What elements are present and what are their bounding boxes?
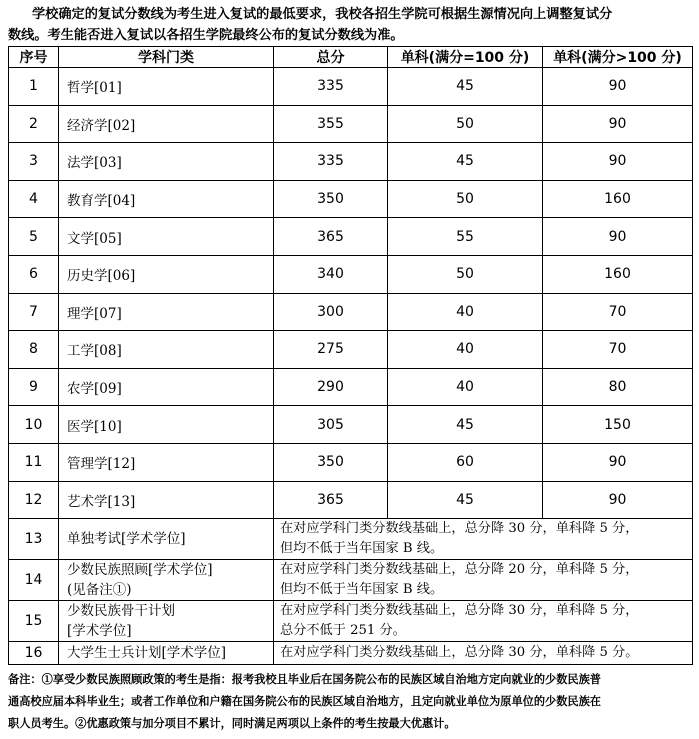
row-subject: 医学[10] [59, 406, 274, 444]
row-subject: 管理学[12] [59, 443, 274, 481]
table-row-special [9, 601, 693, 642]
row-rule [274, 601, 693, 642]
row-subject: 艺术学[13] [59, 481, 274, 519]
row-index: 13 [9, 519, 59, 560]
table-row [9, 481, 693, 519]
table-header-row [9, 47, 693, 68]
row-index: 8 [9, 331, 59, 369]
rule-line: 在对应学科门类分数线基础上，总分降 30 分，单科降 5 分。 [280, 645, 639, 661]
header-single-gt100: 单科(满分>100 分) [543, 47, 693, 68]
row-subject [59, 560, 274, 601]
subject-line: 大学生士兵计划[学术学位] [67, 645, 227, 662]
row-index: 15 [9, 601, 59, 642]
table-row-special [9, 642, 693, 665]
row-subject: 哲学[01] [59, 68, 274, 106]
row-single-gt100: 70 [543, 331, 693, 369]
row-single-gt100: 160 [543, 255, 693, 293]
row-index: 14 [9, 560, 59, 601]
intro-line-1: 学校确定的复试分数线为考生进入复试的最低要求，我校各招生学院可根据生源情况向上调整复试分 [32, 7, 613, 22]
header-subject: 学科门类 [59, 47, 274, 68]
notes [8, 668, 692, 734]
row-subject: 教育学[04] [59, 180, 274, 218]
row-single-gt100: 90 [543, 481, 693, 519]
row-index: 12 [9, 481, 59, 519]
row-single-100: 50 [388, 105, 543, 143]
row-subject: 农学[09] [59, 368, 274, 406]
table-row [9, 368, 693, 406]
row-total: 335 [274, 68, 388, 106]
row-single-gt100: 90 [543, 218, 693, 256]
row-total: 350 [274, 443, 388, 481]
row-total: 275 [274, 331, 388, 369]
row-single-gt100: 80 [543, 368, 693, 406]
table-row [9, 218, 693, 256]
row-index: 16 [9, 642, 59, 665]
row-single-100: 55 [388, 218, 543, 256]
row-total: 300 [274, 293, 388, 331]
row-subject: 历史学[06] [59, 255, 274, 293]
row-single-100: 45 [388, 406, 543, 444]
subject-line: (见备注①) [67, 582, 132, 599]
row-index: 9 [9, 368, 59, 406]
row-rule [274, 560, 693, 601]
row-index: 5 [9, 218, 59, 256]
rule-line: 在对应学科门类分数线基础上，总分降 20 分，单科降 5 分， [280, 562, 639, 578]
row-subject: 理学[07] [59, 293, 274, 331]
rule-line: 但均不低于当年国家 B 线。 [280, 541, 444, 557]
row-subject [59, 519, 274, 560]
row-single-100: 45 [388, 68, 543, 106]
score-table [8, 46, 693, 665]
row-single-100: 40 [388, 293, 543, 331]
row-total: 335 [274, 143, 388, 181]
row-single-100: 45 [388, 143, 543, 181]
row-subject: 工学[08] [59, 331, 274, 369]
row-single-100: 40 [388, 331, 543, 369]
row-single-gt100: 150 [543, 406, 693, 444]
row-single-gt100: 90 [543, 443, 693, 481]
table-row [9, 331, 693, 369]
rule-line: 但均不低于当年国家 B 线。 [280, 582, 444, 598]
notes-line-2: 通高校应届本科毕业生；或者工作单位和户籍在国务院公布的民族区域自治地方，且定向就业单位为原单位的少数民族在 [8, 694, 601, 708]
table-row [9, 105, 693, 143]
notes-line-1: 备注：①享受少数民族照顾政策的考生是指：报考我校且毕业后在国务院公布的民族区域自治地方定向就业的少数民族普 [8, 672, 601, 686]
notes-line-3: 职人员考生。②优惠政策与加分项目不累计，同时满足两项以上条件的考生按最大优惠计。 [8, 716, 456, 730]
row-single-gt100: 90 [543, 143, 693, 181]
intro-paragraph [8, 4, 692, 46]
row-subject: 经济学[02] [59, 105, 274, 143]
row-total: 305 [274, 406, 388, 444]
row-single-gt100: 70 [543, 293, 693, 331]
rule-line: 在对应学科门类分数线基础上，总分降 30 分，单科降 5 分， [280, 521, 639, 537]
rule-line: 总分不低于 251 分。 [280, 623, 406, 639]
row-subject: 文学[05] [59, 218, 274, 256]
row-total: 340 [274, 255, 388, 293]
row-single-gt100: 160 [543, 180, 693, 218]
row-index: 10 [9, 406, 59, 444]
row-single-gt100: 90 [543, 68, 693, 106]
intro-line-2: 数线。考生能否进入复试以各招生学院最终公布的复试分数线为准。 [8, 28, 404, 43]
subject-line: 单独考试[学术学位] [67, 531, 186, 548]
row-index: 3 [9, 143, 59, 181]
row-index: 7 [9, 293, 59, 331]
table-row [9, 68, 693, 106]
table-row [9, 406, 693, 444]
row-index: 6 [9, 255, 59, 293]
row-index: 1 [9, 68, 59, 106]
row-index: 4 [9, 180, 59, 218]
row-total: 350 [274, 180, 388, 218]
row-subject [59, 601, 274, 642]
row-total: 365 [274, 218, 388, 256]
row-single-100: 40 [388, 368, 543, 406]
row-rule [274, 519, 693, 560]
table-row [9, 443, 693, 481]
row-subject: 法学[03] [59, 143, 274, 181]
rule-line: 在对应学科门类分数线基础上，总分降 30 分，单科降 5 分， [280, 603, 639, 619]
table-row [9, 255, 693, 293]
header-total: 总分 [274, 47, 388, 68]
row-rule [274, 642, 693, 665]
subject-line: 少数民族照顾[学术学位] [67, 562, 213, 579]
row-index: 2 [9, 105, 59, 143]
row-single-100: 60 [388, 443, 543, 481]
subject-line: 少数民族骨干计划 [67, 603, 175, 620]
row-single-gt100: 90 [543, 105, 693, 143]
row-total: 365 [274, 481, 388, 519]
row-single-100: 45 [388, 481, 543, 519]
header-single-100: 单科(满分=100 分) [388, 47, 543, 68]
header-index: 序号 [9, 47, 59, 68]
row-subject [59, 642, 274, 665]
row-single-100: 50 [388, 255, 543, 293]
row-index: 11 [9, 443, 59, 481]
table-row [9, 180, 693, 218]
table-row-special [9, 519, 693, 560]
table-row [9, 143, 693, 181]
row-total: 290 [274, 368, 388, 406]
row-single-100: 50 [388, 180, 543, 218]
table-row-special [9, 560, 693, 601]
table-row [9, 293, 693, 331]
subject-line: [学术学位] [67, 623, 132, 640]
row-total: 355 [274, 105, 388, 143]
